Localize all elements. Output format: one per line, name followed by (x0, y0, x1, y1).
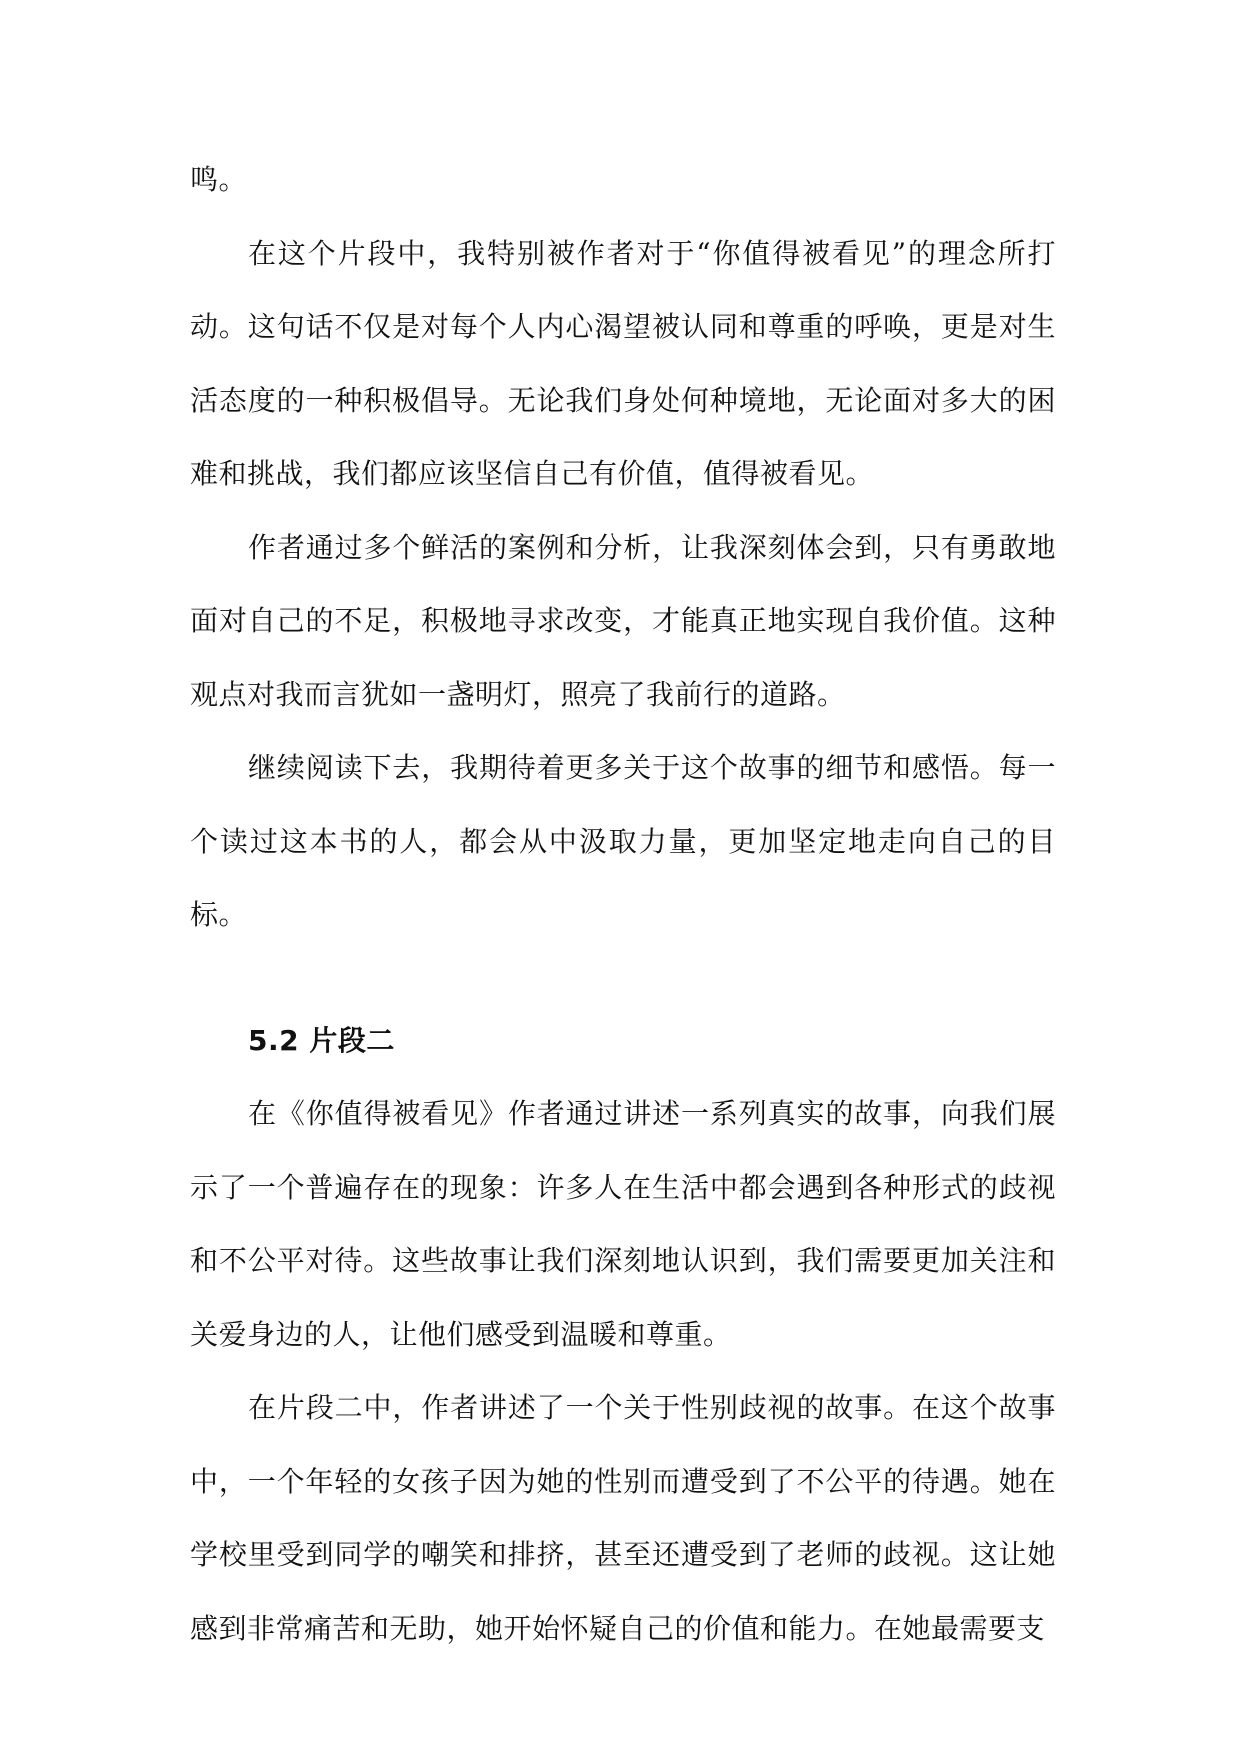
paragraph: 在这个片段中，我特别被作者对于“你值得被看见”的理念所打动。这句话不仅是对每个人内心渴望被认同和尊重的呼唤，更是对生活态度的一种积极倡导。无论我们身处何种境地，无论面对多大的困难和挑战，我们都应该坚信自己有价值，值得被看见。 (190, 236, 1056, 490)
document-body (190, 143, 1056, 1665)
paragraph-continuation: 鸣。 (190, 163, 248, 196)
paragraph: 继续阅读下去，我期待着更多关于这个故事的细节和感悟。每一个读过这本书的人，都会从中汲取力量，更加坚定地走向自己的目标。 (190, 751, 1056, 931)
section-heading: 5.2 片段二 (248, 1023, 395, 1057)
paragraph: 作者通过多个鲜活的案例和分析，让我深刻体会到，只有勇敢地面对自己的不足，积极地寻求改变，才能真正地实现自我价值。这种观点对我而言犹如一盏明灯，照亮了我前行的道路。 (190, 530, 1056, 711)
paragraph: 在片段二中，作者讲述了一个关于性别歧视的故事。在这个故事中，一个年轻的女孩子因为她的性别而遭受到了不公平的待遇。她在学校里受到同学的嘲笑和排挤，甚至还遭受到了老师的歧视。这让她感到非常痛苦和无助，她开始怀疑自己的价值和能力。在她最需要支 (190, 1391, 1056, 1645)
paragraph: 在《你值得被看见》作者通过讲述一系列真实的故事，向我们展示了一个普遍存在的现象：许多人在生活中都会遇到各种形式的歧视和不公平对待。这些故事让我们深刻地认识到，我们需要更加关注和关爱身边的人，让他们感受到温暖和尊重。 (190, 1097, 1056, 1351)
